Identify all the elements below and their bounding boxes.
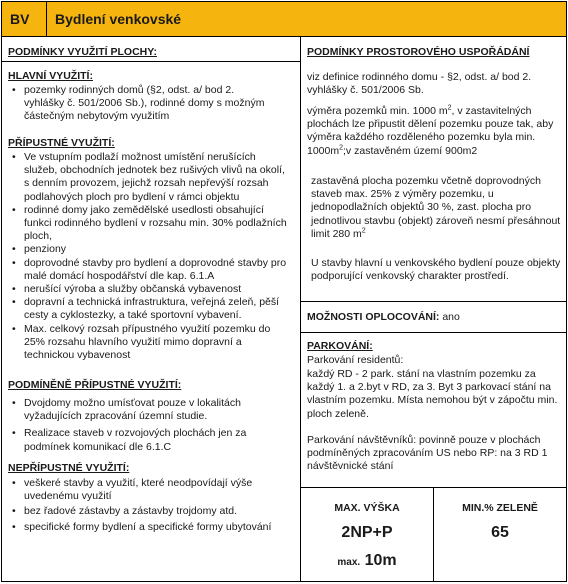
- usage-column: [2, 37, 301, 582]
- zone-code: BV: [10, 11, 30, 27]
- list-item: • doprovodné stavby pro bydlení a doprovodné stavby pro malé domácí hospodářství dle kap. 6.1.A: [2, 257, 287, 283]
- max-height-value: 2NP+P: [341, 524, 393, 541]
- spatial-column: [301, 37, 566, 582]
- text-run: výměra pozemků min. 1000 m: [307, 105, 448, 117]
- spatial-heading: PODMÍNKY PROSTOROVÉHO USPOŘÁDÁNÍ: [307, 46, 530, 58]
- max-prefix: max.: [337, 557, 361, 568]
- list-item: • Ve vstupním podlaží možnost umístění nerušících služeb, obchodních jednotek bez rušivých vlivů na okolí, s denním provozem, jejichž rozsah nepřevýší rozsah podlahových ploch pro bydlení v rámci objektu: [2, 151, 287, 204]
- forbidden-use-list: [2, 477, 277, 534]
- min-green-value: 65: [491, 524, 509, 541]
- list-item: • specifické formy bydlení a specifické formy ubytování: [2, 521, 277, 534]
- list-item: • Realizace staveb v rozvojových plochách jen za podmínek komunikací dle 6.1.C: [2, 427, 277, 453]
- list-item: • Dvojdomy možno umísťovat pouze v lokalitách vyžadujících zpracování územní studie.: [2, 397, 277, 423]
- divider: [2, 61, 300, 62]
- max-meters-value: 10m: [364, 552, 397, 569]
- list-item: • Max. celkový rozsah přípustného využití pozemku do 25% rozsahu hlavního využití mimo dopravní a technickou vybavenost: [2, 323, 287, 363]
- main-use-list: [2, 84, 272, 124]
- list-item: • penziony: [2, 243, 287, 256]
- max-height-label: MAX. VÝŠKA: [334, 502, 400, 514]
- zone-title: Bydlení venkovské: [55, 11, 182, 27]
- forbidden-use-heading: NEPŘÍPUSTNÉ VYUŽITÍ:: [8, 462, 130, 474]
- divider: [301, 301, 566, 302]
- list-item: • bez řadové zástavby a zástavby trojdomy atd.: [2, 505, 277, 518]
- text-run: , v zastavitelných plochách lze připustit dělení pozemku pouze tak, aby výměra každého rozděleného pozemku byla min. 1000m: [307, 105, 554, 157]
- text-run: ;v zastavěném území 900m2: [343, 144, 478, 157]
- fencing-row: [307, 311, 460, 324]
- min-green-label: MIN.% ZELENĚ: [462, 502, 538, 514]
- usage-heading: PODMÍNKY VYUŽITÍ PLOCHY:: [8, 46, 157, 58]
- fencing-value: ano: [439, 311, 460, 323]
- parking-residents-text: každý RD - 2 park. stání na vlastním pozemku za každý 1. a 2.byt v RD, za 3. Byt 3 parkovací stání na vlastním pozemku. Místa nemohou být v zápočtu min. ploch zeleně.: [307, 368, 558, 420]
- list-item: • nerušící výroba a služby občanská vybavenost: [2, 283, 287, 296]
- list-item: • rodinné domy jako zemědělské usedlosti obsahující funkci rodinného bydlení v rozsahu min. 30% podlažních ploch,: [2, 204, 287, 244]
- header-divider: [46, 2, 47, 36]
- parking-visitors-text: Parkování návštěvníků: povinně pouze v plochách podmíněných zpracováním US nebo RP: na 3 RD 1 návštěvnické stání: [307, 434, 548, 473]
- built-area-paragraph: [311, 175, 561, 241]
- max-height-cell: [301, 488, 433, 582]
- superscript: 2: [361, 227, 366, 235]
- conditional-use-heading: PODMÍNĚNĚ PŘÍPUSTNÉ VYUŽITÍ:: [8, 379, 182, 391]
- parking-residents-label: Parkování residentů:: [307, 354, 404, 366]
- list-item: • veškeré stavby a využití, které neodpovídají výše uvedenému využití: [2, 477, 277, 503]
- parking-heading: PARKOVÁNÍ:: [307, 340, 373, 352]
- list-item: • pozemky rodinných domů (§2, odst. a/ bod 2. vyhlášky č. 501/2006 Sb.), rodinné domy s možným částečným nebytovým využitím: [2, 84, 272, 124]
- divider: [301, 332, 566, 333]
- main-use-heading: HLAVNÍ VYUŽITÍ:: [8, 70, 93, 82]
- list-item: • dopravní a technická infrastruktura, veřejná zeleň, pěší cesty a cyklostezky, a také sportovní vybavení.: [2, 296, 287, 322]
- fencing-label: MOŽNOSTI OPLOCOVÁNÍ:: [307, 311, 440, 323]
- spatial-paragraph: viz definice rodinného domu - §2, odst. a/ bod 2. vyhlášky č. 501/2006 Sb.: [307, 71, 532, 97]
- character-paragraph: U stavby hlavní u venkovského bydlení pouze objekty podporující venkovský charakter prostředí.: [311, 257, 561, 283]
- superscript: 2: [339, 144, 344, 152]
- conditional-use-list: [2, 397, 277, 454]
- max-height-meters: [301, 552, 433, 570]
- zoning-sheet: [1, 1, 567, 582]
- allowed-use-heading: PŘÍPUSTNÉ VYUŽITÍ:: [8, 137, 115, 149]
- min-green-cell: [434, 488, 566, 582]
- header-bar: [2, 2, 566, 37]
- allowed-use-list: [2, 151, 287, 362]
- plot-size-paragraph: [307, 105, 563, 158]
- text-run: zastavěná plocha pozemku včetně doprovodných staveb max. 25% z výměry pozemku, u jednopodlažních objektů 30 %, zast. plocha pro jednotlivou stavbu (objekt) zároveň nesmí přesáhnout limit 280 m: [311, 175, 561, 240]
- superscript: 2: [447, 104, 452, 112]
